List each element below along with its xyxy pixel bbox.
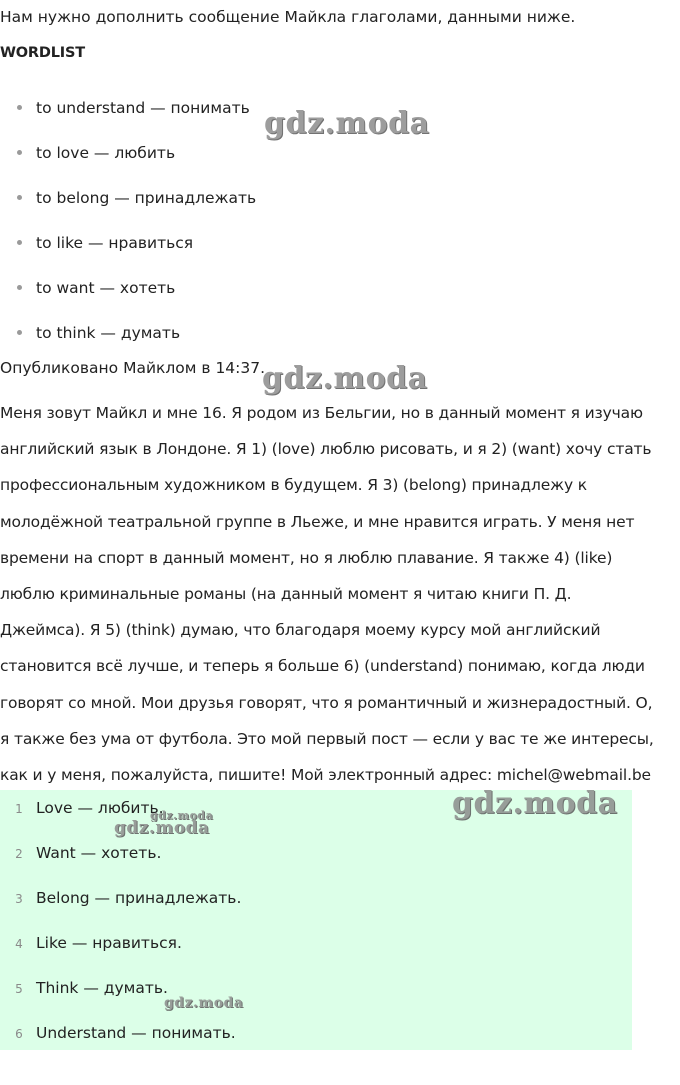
wordlist — [0, 95, 256, 365]
post-line: как и у меня, пожалуйста, пишите! Мой электронный адрес: michel@webmail.be — [0, 765, 651, 784]
wordlist-item-text: to understand — понимать — [36, 99, 250, 117]
post-line: времени на спорт в данный момент, но я люблю плавание. Я также 4) (like) — [0, 548, 613, 567]
wordlist-item — [0, 275, 256, 320]
post-body — [0, 395, 680, 793]
answer-list — [0, 795, 244, 1065]
post-line: Меня зовут Майкл и мне 16. Я родом из Бельгии, но в данный момент я изучаю — [0, 404, 643, 422]
watermark: gdz.moda — [114, 818, 210, 838]
answer-text: Want — хотеть. — [36, 844, 162, 862]
answer-text: Love — любить. — [36, 799, 164, 817]
post-meta: Опубликовано Майклом в 14:37. — [0, 359, 266, 377]
bullet-icon — [17, 150, 22, 155]
bullet-icon — [17, 105, 22, 110]
answer-number: 4 — [15, 937, 23, 951]
answer-item — [0, 975, 244, 1020]
answer-text: Like — нравиться. — [36, 934, 182, 952]
answer-text: Think — думать. — [36, 979, 168, 997]
answer-text: Belong — принадлежать. — [36, 889, 242, 907]
watermark: gdz.moda — [262, 361, 428, 396]
wordlist-item-text: to want — хотеть — [36, 279, 176, 297]
bullet-icon — [17, 330, 22, 335]
answer-item — [0, 795, 241, 840]
post-line: Джеймса). Я 5) (think) думаю, что благодаря моему курсу мой английский — [0, 621, 601, 640]
post-line: профессиональным художником в будущем. Я 3) (belong) принадлежу к — [0, 476, 587, 495]
wordlist-item-text: to like — нравиться — [36, 234, 194, 252]
wordlist-heading: WORDLIST — [0, 45, 85, 61]
post-line: говорят со мной. Мои друзья говорят, что я романтичный и жизнерадостный. О, — [0, 693, 653, 712]
post-line: становится всё лучше, и теперь я больше 6) (understand) понимаю, когда люди — [0, 657, 645, 676]
bullet-icon — [17, 285, 22, 290]
answer-item — [0, 885, 241, 930]
bullet-icon — [17, 195, 22, 200]
answer-text: Understand — понимать. — [36, 1024, 236, 1042]
answer-number: 1 — [15, 802, 23, 816]
watermark: gdz.moda — [264, 106, 430, 141]
post-line: я также без ума от футбола. Это мой первый пост — если у вас те же интересы, — [0, 729, 654, 748]
answer-number: 5 — [15, 982, 23, 996]
post-line: молодёжной театральной группе в Льеже, и мне нравится играть. У меня нет — [0, 512, 635, 531]
task-intro: Нам нужно дополнить сообщение Майкла глаголами, данными ниже. — [0, 8, 576, 26]
wordlist-item — [0, 140, 256, 185]
wordlist-item-text: to belong — принадлежать — [36, 189, 257, 207]
answer-item — [0, 840, 241, 885]
answer-item — [0, 930, 241, 975]
answer-number: 3 — [15, 892, 23, 906]
wordlist-item — [0, 230, 256, 275]
watermark: gdz.moda — [150, 809, 214, 822]
post-line: люблю криминальные романы (на данный момент я читаю книги П. Д. — [0, 584, 572, 603]
post-line: английский язык в Лондоне. Я 1) (love) люблю рисовать, и я 2) (want) хочу стать — [0, 440, 652, 459]
wordlist-item — [0, 95, 256, 140]
bullet-icon — [17, 240, 22, 245]
answer-number: 6 — [15, 1027, 23, 1041]
watermark: gdz.moda — [164, 995, 244, 1011]
wordlist-item — [0, 185, 256, 230]
answer-number: 2 — [15, 847, 23, 861]
answer-item — [0, 1020, 241, 1065]
wordlist-item-text: to love — любить — [36, 144, 176, 162]
watermark: gdz.moda — [452, 786, 618, 821]
wordlist-item-text: to think — думать — [36, 324, 181, 342]
answer-block — [0, 790, 632, 1050]
